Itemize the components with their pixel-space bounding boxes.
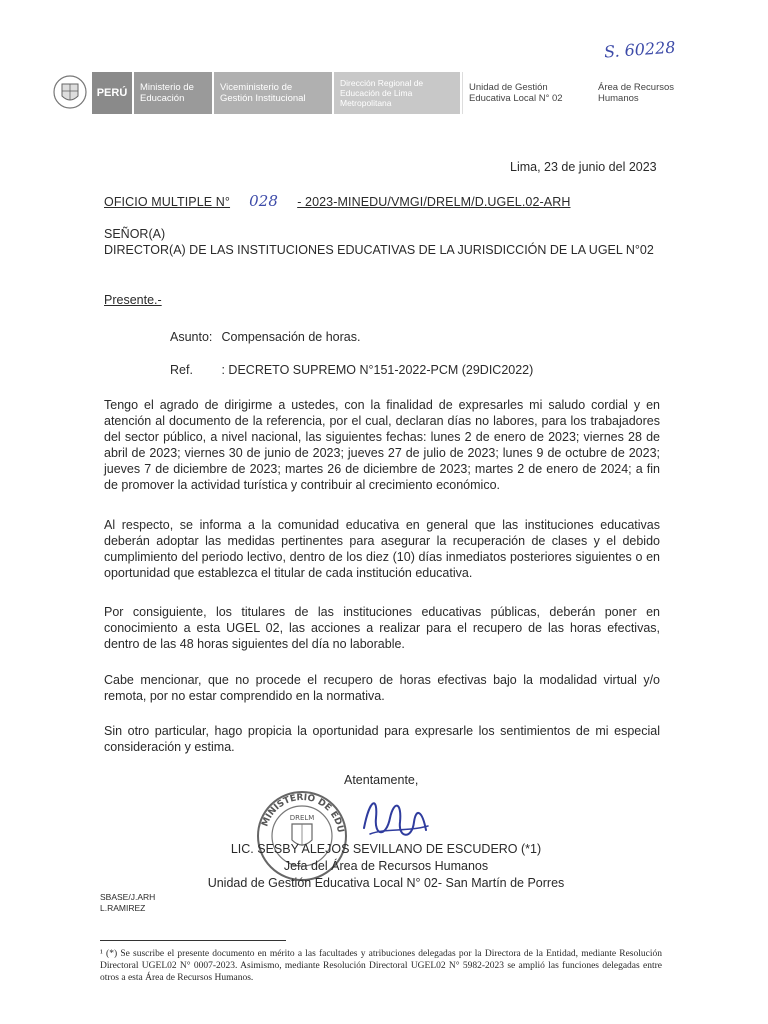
recipient-block	[104, 226, 664, 258]
subject-text: Compensación de horas.	[221, 330, 361, 344]
typist-initials	[100, 892, 155, 914]
coat-of-arms-icon	[52, 72, 88, 112]
svg-text:DRELM: DRELM	[289, 814, 315, 822]
handwritten-registry-number: S. 60228	[603, 37, 677, 62]
body-paragraph: Por consiguiente, los titulares de las instituciones educativas públicas, deberán poner en conocimiento a esta UGEL 02, las acciones a realizar para el recupero de las horas efectivas, dentro de las 48 horas siguientes del día no laborable.	[104, 605, 660, 651]
oficio-prefix: OFICIO MULTIPLE N°	[104, 195, 231, 209]
subject-label: Asunto:	[170, 330, 213, 344]
signer-name: LIC. SESBY ALEJOS SEVILLANO DE ESCUDERO (*1)	[230, 842, 542, 856]
body-paragraph: Tengo el agrado de dirigirme a ustedes, con la finalidad de expresarles mi saludo cordial y en atención al documento de la referencia, por el cual, declaran días no labores, para los trabajadores del sector público, a nivel nacional, las siguientes fechas: lunes 2 de enero de 2023; viernes 28 de abril de 2023; viernes 30 de junio de 2023; jueves 27 de julio de 2023; lunes 9 de octubre de 2023; jueves 7 de diciembre de 2023; martes 26 de diciembre de 2023; martes 2 de enero de 2024; a fin de promover la actividad turística y contribuir al crecimiento económico.	[104, 398, 660, 492]
reference-label: Ref.	[170, 363, 193, 377]
header-viceministry: Viceministerio de Gestión Institucional	[214, 72, 332, 114]
header-ministry: Ministerio de Educación	[134, 72, 212, 114]
header-peru: PERÚ	[92, 72, 132, 114]
header-ugel: Unidad de Gestión Educativa Local N° 02	[462, 72, 590, 114]
signer-unit: Unidad de Gestión Educativa Local N° 02- San Martín de Porres	[207, 876, 565, 890]
svg-text:MINISTERIO DE EDUCACIÓN: MINISTERIO DE EDU	[260, 792, 345, 834]
oficio-suffix: - 2023-MINEDU/VMGI/DRELM/D.UGEL.02-ARH	[297, 195, 571, 209]
recipient-title: SEÑOR(A)	[104, 227, 166, 241]
signer-block	[150, 841, 622, 892]
closing-salutation: Atentamente,	[344, 773, 419, 787]
footnote-divider	[100, 940, 286, 941]
initials-line: L.RAMIREZ	[100, 903, 146, 913]
recipient-line: DIRECTOR(A) DE LAS INSTITUCIONES EDUCATIVAS DE LA JURISDICCIÓN DE LA UGEL N°02	[104, 243, 654, 257]
subject-line	[170, 330, 360, 344]
header-area: Área de Recursos Humanos	[592, 72, 702, 114]
reference-line	[170, 363, 533, 377]
document-date: Lima, 23 de junio del 2023	[510, 160, 657, 174]
oficio-reference	[104, 192, 571, 210]
header-direction: Dirección Regional de Educación de Lima Metropolitana	[334, 72, 460, 114]
reference-text: : DECRETO SUPREMO N°151-2022-PCM (29DIC2022)	[221, 363, 534, 377]
presente-label: Presente.-	[104, 293, 162, 307]
body-paragraph: Sin otro particular, hago propicia la oportunidad para expresarle los sentimientos de mi especial consideración y estima.	[104, 724, 660, 754]
handwritten-signature	[356, 788, 436, 848]
footnote: ¹ (*) Se suscribe el presente documento en mérito a las facultades y atribuciones delegadas por la Directora de la Entidad, mediante Resolución Directoral UGEL02 N° 0007-2023. Asimismo, mediante Resolución Directoral UGEL02 N° 5982-2023 se amplió las funciones delegadas entre otros a esta Área de Recursos Humanos.	[100, 949, 662, 983]
body-paragraph: Al respecto, se informa a la comunidad educativa en general que las instituciones educativas deberán adoptar las medidas pertinentes para asegurar la recuperación de clases y el debido cumplimiento del periodo lectivo, dentro de los diez (10) días inmediatos posteriores siguientes o en oportunidad que establezca el titular de cada institución educativa.	[104, 518, 660, 580]
signer-role: Jefa del Área de Recursos Humanos	[283, 859, 489, 873]
initials-line: SBASE/J.ARH	[100, 892, 156, 902]
body-paragraph: Cabe mencionar, que no procede el recupero de horas efectivas bajo la modalidad virtual y/o remota, por no estar comprendido en la normativa.	[104, 673, 660, 703]
oficio-handwritten-number: 028	[249, 192, 279, 210]
